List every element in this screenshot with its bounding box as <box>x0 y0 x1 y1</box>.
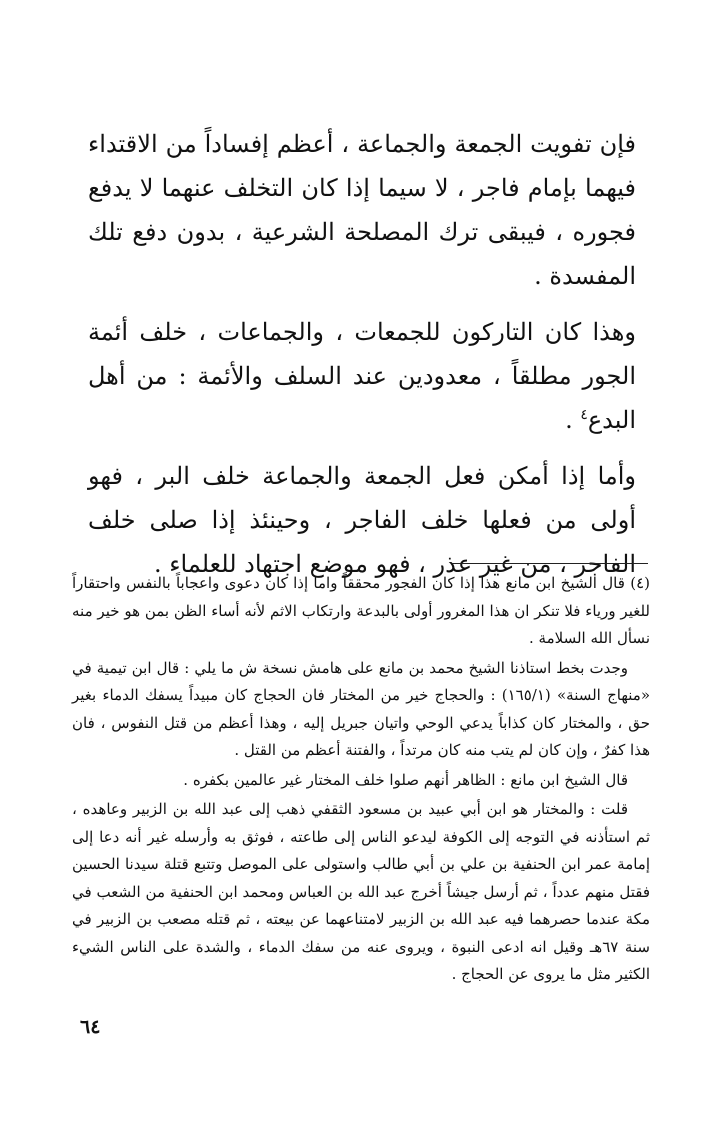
paragraph-1: فإن تفويت الجمعة والجماعة ، أعظم إفساداً من الاقتداء فيهما بإمام فاجر ، لا سيما إذا كان التخلف عنهما لا يدفع فجوره ، فيبقى ترك المصلحة الشرعية ، بدون دفع تلك المفسدة . <box>88 130 637 290</box>
footnote-reference: ٤ <box>580 407 588 423</box>
paragraph-2-end: . <box>565 406 581 434</box>
paragraph-2-text: وهذا كان التاركون للجمعات ، والجماعات ، خلف أئمة الجور مطلقاً ، معدودين عند السلف والأئمة : من أهل البدع <box>88 318 636 434</box>
footnote-4: قلت : والمختار هو ابن أبي عبيد بن مسعود الثقفي ذهب إلى عبد الله بن الزبير وعاهده ، ثم استأذنه في التوجه إلى الكوفة ليدعو الناس إلى طاعته ، فوثق به وأرسله غير أنه دعا إلى إمامة عمر ابن الحنفية بن علي بن أبي طالب واستولى على الموصل وتتبع قتلة سيدنا الحسين فقتل منهم عدداً ، ثم أرسل جيشاً أخرج عبد الله بن العباس ومحمد ابن الحنفية من الشعب في مكة عندما حصرهما فيه عبد الله بن الزبير لامتناعهما عن بيعته ، ثم قتله مصعب بن الزبير في سنة ٦٧هـ وقيل انه ادعى النبوة ، ويروى عنه من سفك الدماء ، والشدة على الناس الشيء الكثير مثل ما يروى عن الحجاج . <box>72 800 650 983</box>
paragraph-3: وأما إذا أمكن فعل الجمعة والجماعة خلف البر ، فهو أولى من فعلها خلف الفاجر ، وحينئذ إذا صلى خلف الفاجر ، من غير عذر ، فهو موضع اجتهاد للعلماء . <box>88 462 636 578</box>
footnote-3: قال الشيخ ابن مانع : الظاهر أنهم صلوا خلف المختار غير عالمين بكفره . <box>183 770 628 789</box>
footnotes <box>72 570 650 989</box>
footnote-separator <box>452 563 648 564</box>
page-number: ٦٤ <box>80 1016 101 1038</box>
main-text <box>88 122 636 586</box>
paragraph-2 <box>88 310 636 442</box>
footnote-1: (٤) قال الشيخ ابن مانع هذا إذا كان الفجور محققاً واما إذا كان دعوى واعجاباً بالنفس واحتقاراً للغير ورياء فلا تنكر ان هذا المغرور أولى بالبدعة وارتكاب الاثم لأنه أساء الظن بمن هو خير منه نسأل الله السلامة . <box>72 574 650 647</box>
footnote-2: وجدت بخط استاذنا الشيخ محمد بن مانع على هامش نسخة ش ما يلي : قال ابن تيمية في «منهاج السنة» (١٦٥/١) : والحجاج خير من المختار فان الحجاج كان مبيداً يسفك الدماء بغير حق ، والمختار كان كذاباً يدعي الوحي واتيان جبريل إليه ، وهذا أعظم من قتل النفوس ، فان هذا كفرٌ ، وإن كان لم يتب منه كان مرتداً ، والفتنة أعظم من القتل . <box>72 658 650 759</box>
